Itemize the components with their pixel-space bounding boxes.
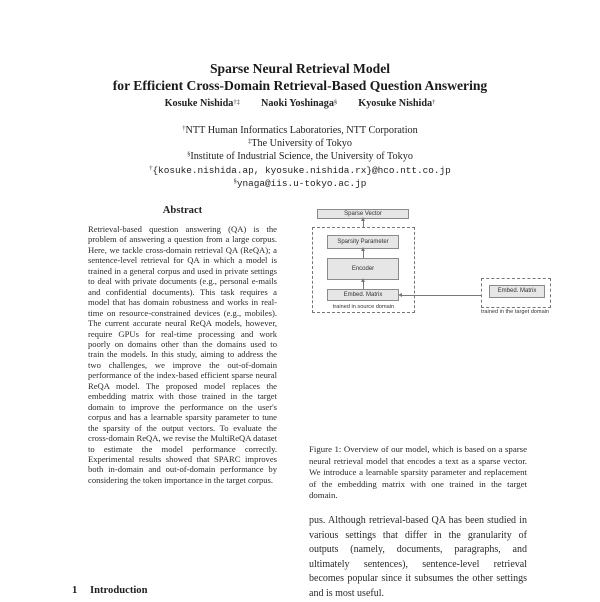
affiliation-text: Institute of Industrial Science, the University of Tokyo — [190, 151, 413, 162]
arrow-up — [363, 281, 364, 289]
section-title: Introduction — [90, 585, 148, 596]
affiliation-text: NTT Human Informatics Laboratories, NTT Corporation — [185, 125, 418, 136]
affiliation — [0, 137, 600, 150]
author-mark: § — [333, 99, 338, 106]
paper-title-line1: Sparse Neural Retrieval Model — [209, 61, 391, 76]
section-number: 1 — [72, 585, 78, 596]
author-list — [0, 97, 600, 111]
embed-matrix-source-box: Embed. Matrix — [327, 289, 399, 301]
email-mark: § — [233, 178, 237, 185]
figure-caption: Figure 1: Overview of our model, which is based on a sparse neural retrieval model that encodes a text as a sparse vector. We introduce a learnable sparsity parameter and replacement of the embedding matrix with one trained in the target domain. — [309, 444, 527, 501]
paper-title-line2: for Efficient Cross-Domain Retrieval-Based Question Answering — [112, 78, 488, 93]
author-name: Kosuke Nishida — [164, 98, 234, 109]
arrow-up — [363, 220, 364, 227]
abstract-heading: Abstract — [162, 205, 203, 216]
affiliation — [0, 124, 600, 137]
author-mark: †‡ — [233, 99, 240, 106]
affiliation-mark: ‡ — [248, 138, 252, 145]
figure-1 — [309, 205, 550, 430]
sparsity-parameter-box: Sparsity Parameter — [327, 235, 399, 249]
author-name: Kyosuke Nishida — [358, 98, 433, 109]
affiliation — [0, 150, 600, 163]
email-mark: † — [149, 165, 153, 172]
email-text: ynaga@iis.u-tokyo.ac.jp — [236, 178, 367, 189]
section-heading — [72, 585, 148, 596]
affiliation-text: The University of Tokyo — [251, 138, 352, 149]
encoder-box: Encoder — [327, 258, 399, 280]
affiliation-mark: § — [187, 151, 191, 158]
replace-arrow — [401, 295, 481, 296]
email-line — [0, 177, 600, 190]
sparse-vector-box: Sparse Vector — [317, 209, 409, 219]
email-line — [0, 164, 600, 177]
author-mark: † — [432, 99, 436, 106]
abstract-text: Retrieval-based question answering (QA) is the problem of answering a question from a large corpus. Here, we tackle cross-domain retrieval QA (ReQA); a sentence-level retrieval for QA in which a model is trained in a general corpus and used in private settings to deal with private documents (e.g., personal e-mails and confidential documents). This task requires a model that has domain robustness and works in real-time on resource-constrained devices (e.g., mobiles). The current accurate neural ReQA models, however, require GPUs for real-time processing and work poorly on domains other than the domains used to train the models. In this study, aiming to address the two challenges, we improve the out-of-domain performance of the index-based efficient sparse neural ReQA model. The proposed model replaces the embedding matrix with those trained in the target domain to improve the performance on the user's corpus and has a learnable sparsity parameter to tune the sparsity of the output vectors. To evaluate the cross-domain ReQA, we revise the MultiReQA dataset to estimate the model performance correctly. Experimental results showed that SPARC improves both in-domain and out-of-domain performance by considering the token importance in the target corpus. — [88, 224, 277, 485]
email-text: {kosuke.nishida.ap, kyosuke.nishida.rx}@hco.ntt.co.jp — [152, 165, 451, 176]
source-domain-label: trained in source domain — [332, 304, 395, 310]
author-name: Naoki Yoshinaga — [260, 98, 334, 109]
affiliation-mark: † — [182, 125, 186, 132]
embed-matrix-target-box: Embed. Matrix — [489, 285, 545, 298]
body-paragraph: pus. Although retrieval-based QA has been studied in various settings that differ in the granularity of outputs (namely, documents, paragraphs, and ultimately sentences), sentence-level retrieval becomes popular since it subsumes the other settings and is most useful. — [309, 515, 527, 599]
arrow-up — [363, 250, 364, 258]
target-domain-label: trained in the target domain — [480, 309, 550, 315]
